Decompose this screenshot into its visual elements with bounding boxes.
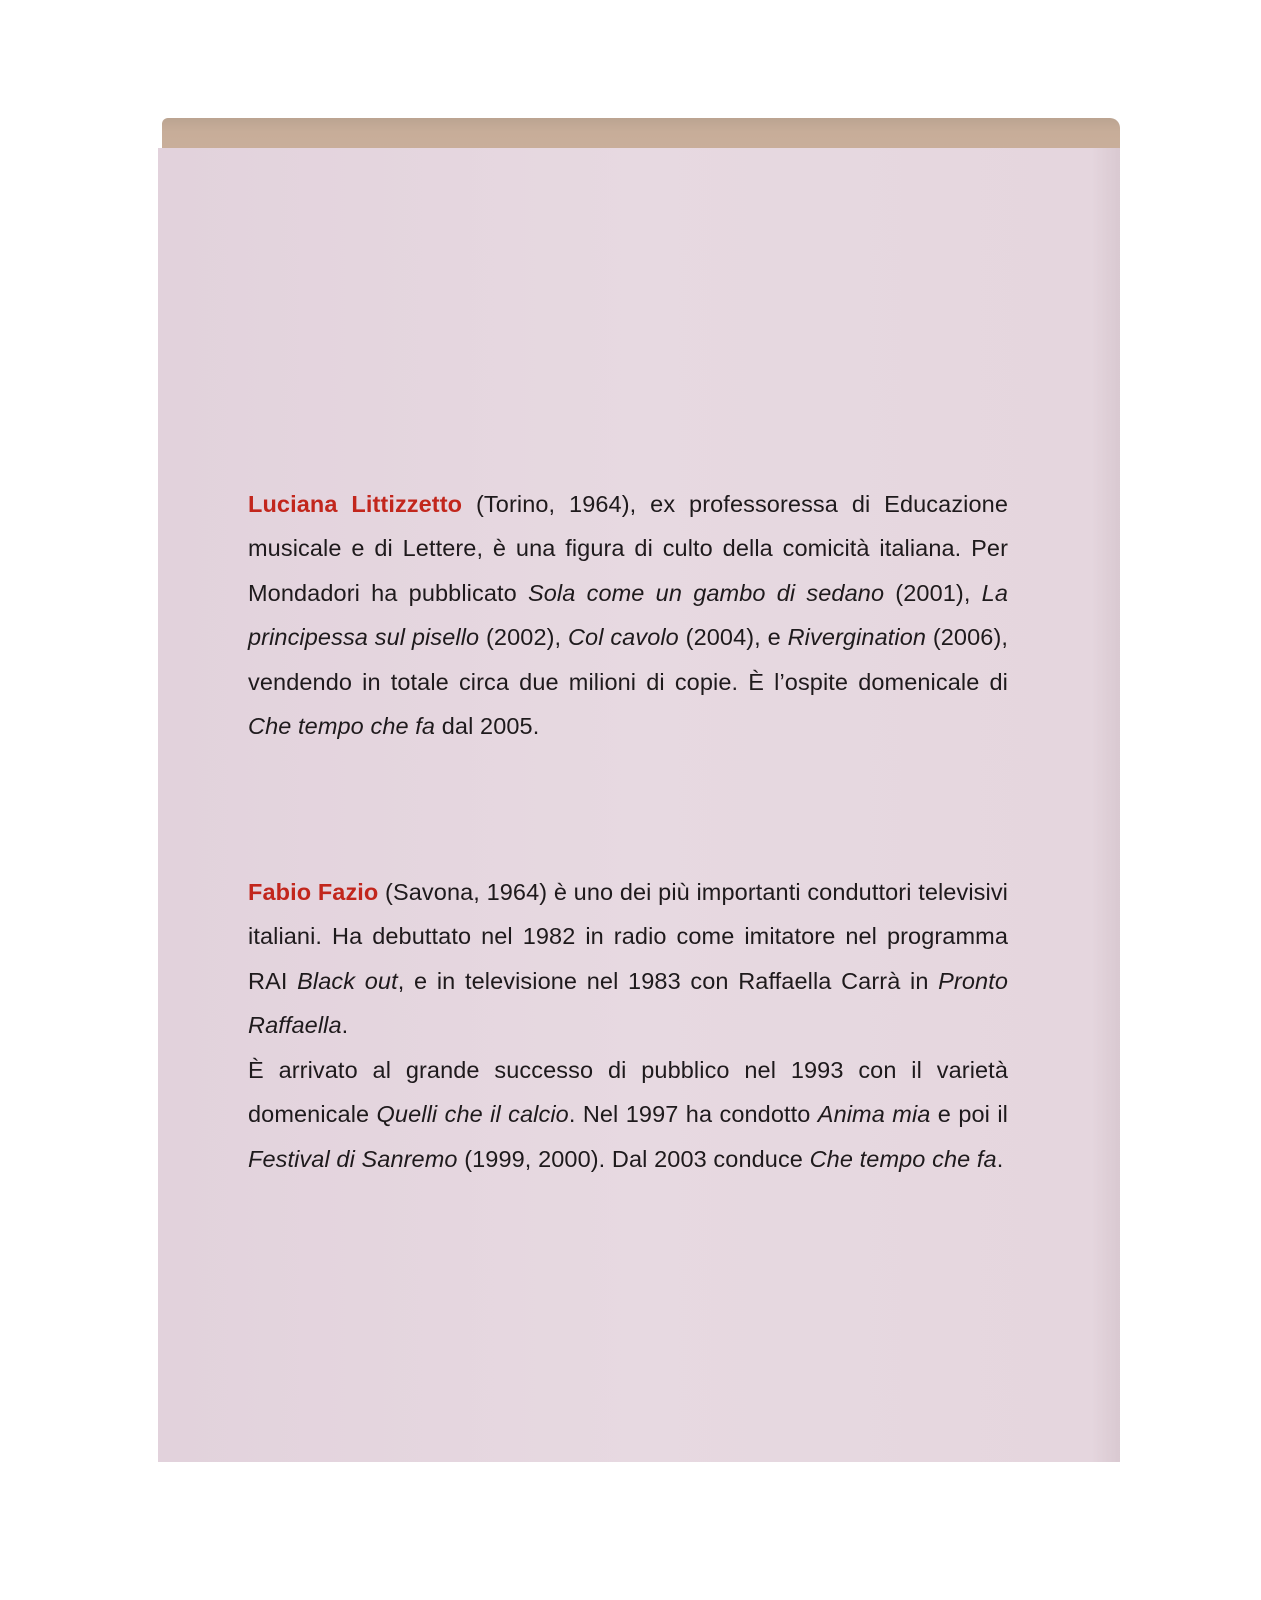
author-name: Fabio Fazio [248, 878, 379, 905]
work-title: Anima mia [817, 1101, 931, 1127]
bio-text-segment: (2001), [884, 579, 982, 606]
bio-text-segment: (1999, 2000). Dal 2003 conduce [457, 1145, 810, 1172]
work-title: Col cavolo [567, 624, 679, 650]
work-title: Black out [297, 967, 398, 994]
bio-text [248, 491, 1008, 740]
bio-text-segment: , e in televisione nel 1983 con Raffaella Carrà in [397, 967, 939, 994]
work-title: Festival di Sanremo [248, 1145, 458, 1172]
work-title: Pronto Raffaella [248, 967, 1008, 1038]
bio-text-segment: . [341, 1012, 349, 1038]
bio-text-segment: e poi il [930, 1101, 1008, 1127]
bio-text-segment: (Torino, 1964), ex professoressa di Educazione musicale e di Lettere, è una figura di culto della comicità italiana. Per Mondadori ha pubblicato [248, 490, 1008, 606]
book-top-edge [162, 118, 1120, 148]
bio-text-segment: dal 2005. [435, 713, 540, 739]
work-title: Sola come un gambo di sedano [527, 579, 885, 606]
work-title: La principessa sul pisello [248, 579, 1008, 650]
bio-text-segment: (2004), e [678, 624, 788, 650]
bio-text-segment: (2006), vendendo in totale circa due milioni di copie. È l’ospite domenicale di [248, 624, 1008, 695]
author-bio-fazio [248, 870, 1008, 1182]
work-title: Quelli che il calcio [376, 1101, 569, 1127]
bio-text-segment: È arrivato al grande successo di pubblico nel 1993 con il varietà domenicale [248, 1056, 1008, 1127]
author-name: Luciana Littizzetto [248, 490, 463, 517]
book-back-cover [158, 118, 1124, 1462]
work-title: Che tempo che fa [809, 1145, 997, 1172]
author-bio-littizzetto [248, 482, 1008, 749]
bio-text-segment: (2002), [479, 624, 568, 650]
work-title: Rivergination [787, 624, 927, 650]
bio-text-segment: (Savona, 1964) è uno dei più importanti conduttori televisivi italiani. Ha debuttato nel 1982 in radio come imitatore nel programma RAI [248, 878, 1008, 994]
bio-text-segment: . [996, 1145, 1004, 1172]
cover-panel [158, 148, 1120, 1462]
bio-text-segment: . Nel 1997 ha condotto [568, 1101, 818, 1127]
work-title: Che tempo che fa [248, 713, 436, 739]
bio-text [248, 879, 1008, 1172]
